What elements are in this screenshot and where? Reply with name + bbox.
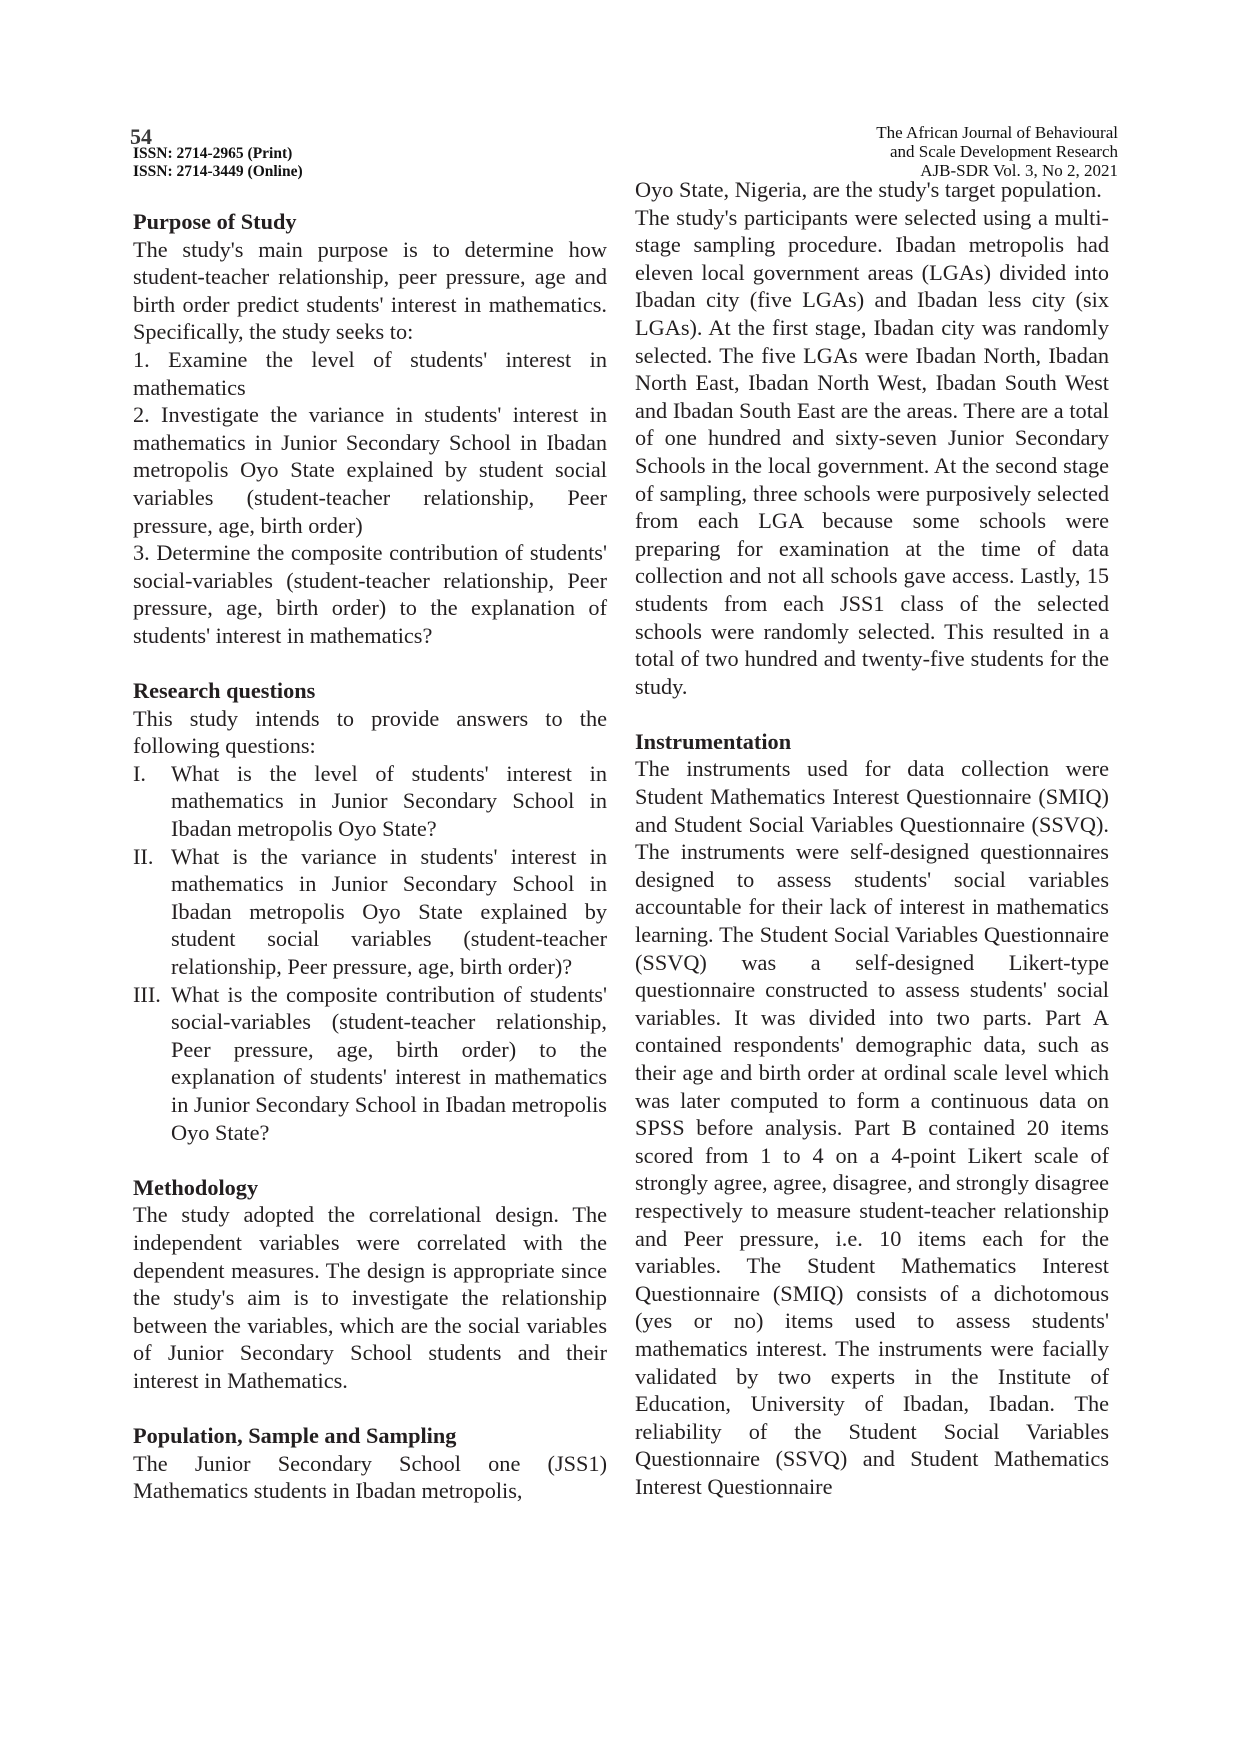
research-question-text: What is the level of students' interest in mathematics in Junior Secondary School in Ibadan metropolis Oyo State? bbox=[171, 760, 607, 842]
list-marker: II. bbox=[133, 843, 154, 869]
objective-item: 1. Examine the level of students' interest in mathematics bbox=[133, 346, 607, 400]
research-question-text: What is the composite contribution of students' social-variables (student-teacher relationship, Peer pressure, age, birth order) to the explanation of students' interest in mathematics in Junior Secondary School in Ibadan metropolis Oyo State? bbox=[171, 981, 607, 1145]
page-number: 54 bbox=[130, 124, 152, 149]
population-body-part3: The study's participants were selected using a multi-stage sampling procedure. Ibadan metropolis had eleven local government areas (LGAs) divided into Ibadan city (five LGAs) and Ibadan less city (six LGAs). At the first stage, Ibadan city was randomly selected. The five LGAs were Ibadan North, Ibadan North East, Ibadan North West, Ibadan South West and Ibadan South East are the areas. There are a total of one hundred and sixty-seven Junior Secondary Schools in the local government. At the second stage of sampling, three schools were purposively selected from each LGA because some schools were preparing for examination at the time of data collection and not all schools gave access. Lastly, 15 students from each JSS1 class of the selected schools were randomly selected. This resulted in a total of two hundred and twenty-five students for the study. bbox=[635, 204, 1109, 699]
research-questions-list bbox=[133, 760, 607, 1146]
issn-print: ISSN: 2714-2965 (Print) bbox=[133, 145, 293, 162]
instrumentation-body: The instruments used for data collection were Student Mathematics Interest Questionnaire (SMIQ) and Student Social Variables Questionnaire (SSVQ). The instruments were self-designed questionnaires designed to assess students' social variables accountable for their lack of interest in mathematics learning. The Student Social Variables Questionnaire (SSVQ) was a self-designed Likert-type questionnaire constructed to assess students' social variables. It was divided into two parts. Part A contained respondents' demographic data, such as their age and birth order at ordinal scale level which was later computed to form a continuous data on SPSS before analysis. Part B contained 20 items scored from 1 to 4 on a 4-point Likert scale of strongly agree, agree, disagree, and strongly disagree respectively to measure student-teacher relationship and Peer pressure, i.e. 10 items each for the variables. The Student Mathematics Interest Questionnaire (SMIQ) consists of a dichotomous (yes or no) items used to assess students' mathematics interest. The instruments were facially validated by two experts in the Institute of Education, University of Ibadan, Ibadan. The reliability of the Student Social Variables Questionnaire (SSVQ) and Student Mathematics Interest Questionnaire bbox=[635, 756, 1109, 1499]
research-question-item bbox=[133, 843, 607, 981]
methodology-section bbox=[133, 1174, 607, 1395]
population-section bbox=[133, 1422, 607, 1505]
research-question-item bbox=[133, 760, 607, 843]
purpose-heading: Purpose of Study bbox=[133, 209, 297, 234]
issn-block bbox=[133, 145, 303, 181]
research-questions-heading: Research questions bbox=[133, 678, 316, 704]
research-questions-intro: This study intends to provide answers to the following questions: bbox=[133, 705, 607, 759]
issn-online: ISSN: 2714-3449 (Online) bbox=[133, 163, 303, 180]
objectives-list bbox=[133, 346, 607, 650]
research-question-item bbox=[133, 981, 607, 1147]
population-heading: Population, Sample and Sampling bbox=[133, 1423, 457, 1449]
purpose-intro: The study's main purpose is to determine how student-teacher relationship, peer pressure, age and birth order predict students' interest in mathematics. Specifically, the study seeks to: bbox=[133, 236, 607, 345]
list-marker: I. bbox=[133, 760, 146, 786]
journal-volume: AJB-SDR Vol. 3, No 2, 2021 bbox=[920, 161, 1118, 180]
methodology-body: The study adopted the correlational design. The independent variables were correlated with the dependent measures. The design is appropriate since the study's aim is to investigate the relationship between the variables, which are the social variables of Junior Secondary School students and their interest in Mathematics. bbox=[133, 1202, 607, 1393]
methodology-heading: Methodology bbox=[133, 1174, 259, 1200]
population-body-part1: The Junior Secondary School one (JSS1) Mathematics students in Ibadan metropolis, bbox=[133, 1450, 607, 1504]
research-question-text: What is the variance in students' interest in mathematics in Junior Secondary School in Ibadan metropolis Oyo State explained by student social variables (student-teacher relationship, Peer pressure, age, birth order)? bbox=[171, 843, 607, 980]
journal-title-line1: The African Journal of Behavioural bbox=[876, 123, 1118, 142]
population-body-part2: Oyo State, Nigeria, are the study's target population. bbox=[635, 177, 1102, 202]
purpose-section bbox=[133, 208, 607, 650]
journal-header bbox=[658, 123, 1118, 180]
research-questions-section bbox=[133, 677, 607, 1146]
journal-title-line2: and Scale Development Research bbox=[890, 142, 1118, 161]
instrumentation-heading: Instrumentation bbox=[635, 728, 792, 754]
list-marker: III. bbox=[133, 981, 161, 1007]
objective-item: 2. Investigate the variance in students' interest in mathematics in Junior Secondary School in Ibadan metropolis Oyo State explained by student social variables (student-teacher relationship, Peer pressure, age, birth order) bbox=[133, 402, 607, 538]
objective-item: 3. Determine the composite contribution of students' social-variables (student-teacher relationship, Peer pressure, age, birth order) to the explanation of students' interest in mathematics? bbox=[133, 540, 607, 648]
instrumentation-section bbox=[635, 728, 1109, 1501]
left-column bbox=[133, 208, 607, 1505]
right-column bbox=[635, 176, 1109, 1501]
